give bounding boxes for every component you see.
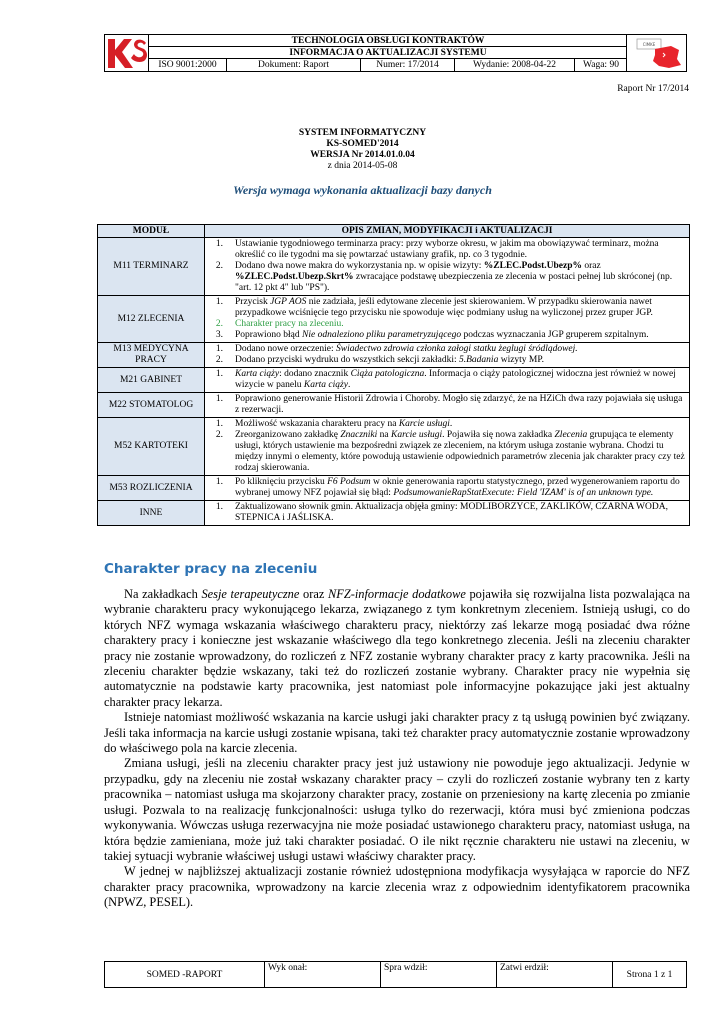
italic-text-run: NFZ-informacje dodatkowe: [327, 587, 466, 601]
table-row: [98, 501, 690, 526]
module-changes: [205, 476, 690, 501]
item-text: [235, 297, 685, 319]
header-document: Dokument: Raport: [227, 59, 361, 72]
item-number: 1.: [215, 297, 223, 307]
table-row: [98, 296, 690, 343]
module-changes: [205, 343, 690, 368]
paragraph: [104, 587, 690, 710]
certificate-map-icon: [627, 35, 687, 72]
item-number: 1.: [215, 239, 223, 249]
table-row: [98, 476, 690, 501]
text-run: . Informacja o ciąży patologicznej widoczna jest również w nowej wizycie w panelu: [235, 369, 676, 390]
italic-text-run: Znaczniki: [340, 430, 378, 440]
item-number: 2.: [215, 430, 223, 440]
text-run: . Pojawiła się nowa zakładka: [442, 430, 555, 440]
footer-document-name: SOMED -RAPORT: [105, 962, 265, 987]
text-run: Dodano dwa nowe makra do wykorzystania np. w opisie wizyty:: [235, 261, 484, 271]
change-item: [207, 394, 685, 416]
text-run: Możliwość wskazania charakteru pracy na: [235, 419, 399, 429]
section-heading: Charakter pracy na zleceniu: [104, 561, 318, 577]
item-text: [235, 355, 685, 366]
text-run: nie zadziała, jeśli edytowane zlecenie jest skierowaniem. W przypadku skierowania nawet przypadkowe wciśnięcie tego przycisku nie spowoduje więc podmiany usług na wyliczonej przez gruper JGP.: [235, 297, 653, 318]
footer-checked-by: Spra wdził:: [381, 962, 497, 987]
change-list: [207, 394, 685, 416]
header-iso: ISO 9001:2000: [149, 59, 227, 72]
item-text: [235, 477, 685, 499]
column-module: MODUŁ: [98, 225, 205, 238]
header-number: Numer: 17/2014: [361, 59, 455, 72]
system-titles: [0, 128, 725, 172]
italic-text-run: Karcie usługi: [391, 430, 443, 440]
module-changes: [205, 238, 690, 296]
text-run: Zreorganizowano zakładkę: [235, 430, 341, 440]
text-run: pojawiła się rozwijalna lista pozwalająca na wybranie charakteru pracy wykonującego lekarza, związanego z tym konkretnym zleceniem. Istnieją usługi, co do których NFZ wymaga wskazania właściwego charakteru pracy, niektórzy zaś lekarze mogą posiadać dwa różne charaktery pracy i konieczne jest wskazanie właściwego dla tego konkretnego zlecenia. Jeśli na zleceniu charakter pracy nie zostanie wprowadzony, do rozliczeń z NFZ zostanie wybrany charakter pracy z karty pracownika. Jeśli na zleceniu charakter będzie wskazany, taki też do rozliczeń zostanie wybrany. Charakter pracy nie wypełnia się automatycznie na podstawie karty pracownika, jest natomiast pole informacyjne pokazujące jaki jest aktualny charakter pracy lekarza.: [104, 587, 690, 709]
company-logo: [105, 35, 149, 72]
change-item: [207, 261, 685, 294]
module-name: M21 GABINET: [98, 368, 205, 393]
module-name: M12 ZLECENIA: [98, 296, 205, 343]
body-text: [104, 587, 690, 911]
italic-text-run: Nie odnaleziono pliku parametryzującego: [302, 330, 462, 340]
text-run: : dodano znacznik: [279, 369, 351, 379]
certification-emblem: [626, 35, 686, 72]
italic-text-run: Karta ciąży: [235, 369, 280, 379]
item-text: [235, 344, 685, 355]
item-number: 1.: [215, 344, 223, 354]
text-run: Po kliknięciu przycisku: [235, 477, 328, 487]
text-run: Charakter pracy na zleceniu.: [235, 319, 344, 329]
change-item: [207, 355, 685, 366]
item-text: [235, 261, 685, 294]
change-item: [207, 330, 685, 341]
italic-text-run: Sesje terapeutyczne: [201, 587, 300, 601]
module-changes: [205, 296, 690, 343]
footer-page-number: Strona 1 z 1: [626, 969, 673, 980]
header-weight: Waga: 90: [583, 60, 619, 70]
text-run: Poprawiono generowanie Historii Zdrowia i Choroby. Mogło się zdarzyć, że na HZiCh dwa razy pojawiała się usługa z rezerwacji.: [235, 394, 683, 415]
module-changes: [205, 501, 690, 526]
changes-table: [97, 224, 690, 526]
module-name: M22 STOMATOLOG: [98, 393, 205, 418]
change-list: [207, 477, 685, 499]
change-item: [207, 419, 685, 430]
product-name: KS-SOMED'2014: [326, 139, 399, 149]
paragraph: [104, 710, 690, 756]
item-text: [235, 419, 685, 430]
module-name: M13 MEDYCYNA PRACY: [98, 343, 205, 368]
change-list: [207, 419, 685, 474]
paragraph: [104, 864, 690, 910]
item-number: 3.: [215, 330, 223, 340]
item-text: [235, 394, 685, 416]
text-run: .: [347, 380, 351, 390]
item-number: 1.: [215, 502, 223, 512]
text-run: grupująca te elementy usługi, których ustawienie ma bezpośredni związek ze zleceniem, na którym usługa zostanie wybrana. Chodzi tu między innymi o elementy, które powodują ustawienie odpowiednich parametrów zlecenia jak charakter pracy czy też rodzaj skierowania.: [235, 430, 685, 473]
module-name: M11 TERMINARZ: [98, 238, 205, 296]
item-number: 2.: [215, 261, 223, 271]
column-description: OPIS ZMIAN, MODYFIKACJI i AKTUALIZACJI: [205, 225, 690, 238]
module-name: M52 KARTOTEKI: [98, 418, 205, 476]
module-changes: [205, 418, 690, 476]
text-run: w oknie generowania raportu statystycznego, przed wygenerowaniem raportu do wybranej umowy NFZ pojawiał się błąd:: [235, 477, 680, 498]
document-footer: [104, 961, 687, 988]
italic-text-run: F6 Podsum: [327, 477, 371, 487]
text-run: na: [377, 430, 392, 440]
module-changes: [205, 393, 690, 418]
text-run: Na zakładkach: [124, 587, 202, 601]
text-run: wizyty MP.: [498, 355, 544, 365]
item-text: [235, 239, 685, 261]
text-run: Przycisk: [235, 297, 271, 307]
item-number: 2.: [215, 319, 223, 329]
report-number: Raport Nr 17/2014: [617, 84, 689, 94]
ks-logo-icon: [105, 35, 149, 72]
item-text: [235, 502, 685, 524]
item-number: 2.: [215, 355, 223, 365]
change-item: [207, 369, 685, 391]
bold-text-run: %ZLEC.Podst.Ubezp%: [483, 261, 582, 271]
change-list: [207, 502, 685, 524]
table-row: [98, 343, 690, 368]
version-number: WERSJA Nr 2014.01.0.04: [310, 150, 415, 160]
emblem-text: CIMKE: [642, 42, 656, 47]
header-issue: Wydanie: 2008-04-22: [455, 59, 575, 72]
module-name: M53 ROZLICZENIA: [98, 476, 205, 501]
change-item: [207, 239, 685, 261]
change-item: [207, 344, 685, 355]
text-run: zwracające podstawę ubezpieczenia ze zlecenia w postaci pełnej lub skróconej (np. "art. 12 pkt 4" lub "PS").: [235, 272, 673, 293]
text-run: Poprawiono błąd: [235, 330, 303, 340]
footer-approved-by: Zatwi erdził:: [497, 962, 613, 987]
table-row: [98, 393, 690, 418]
text-run: W jednej w najbliższej aktualizacji zostanie również udostępniona modyfikacja wysyłająca w raporcie do NFZ charakter pracy pracownika, wprowadzony na karcie zlecenia wraz z odpowiednim identyfikatorem pracownika (NPWZ, PESEL).: [104, 864, 690, 910]
system-name: SYSTEM INFORMATYCZNY: [298, 128, 427, 138]
text-run: oraz: [299, 587, 328, 601]
change-item: [207, 502, 685, 524]
header-title-1: TECHNOLOGIA OBSŁUGI KONTRAKTÓW: [149, 35, 627, 47]
change-list: [207, 297, 685, 341]
italic-text-run: Ciąża patologiczna: [350, 369, 425, 379]
text-run: Istnieje natomiast możliwość wskazania na karcie usługi jaki charakter pracy z tą usługą powinien być związany. Jeśli taka informacja na karcie usługi zostanie wpisana, taki też charakter pracy automatycznie zostanie wprowadzony do właściwego pola na karcie zlecenia.: [104, 710, 690, 756]
item-number: 1.: [215, 477, 223, 487]
table-row: [98, 238, 690, 296]
text-run: Ustawianie tygodniowego terminarza pracy: przy wyborze okresu, w jakim ma obowiązywać terminarz, można określić co ile tygodni ma się powtarzać ustawiany grafik, np. co 3 tygodnie.: [235, 239, 659, 260]
item-number: 1.: [215, 419, 223, 429]
text-run: oraz: [581, 261, 601, 271]
header-title-2: INFORMACJA O AKTUALIZACJI SYSTEMU: [149, 47, 627, 59]
version-date: z dnia 2014-05-08: [327, 161, 398, 171]
italic-text-run: Zlecenia: [554, 430, 588, 440]
italic-text-run: Karcie usługi: [398, 419, 450, 429]
text-run: Dodano przyciski wydruku do wszystkich sekcji zakładki:: [235, 355, 459, 365]
update-warning: Wersja wymaga wykonania aktualizacji bazy danych: [233, 183, 492, 197]
italic-text-run: JGP AOS: [270, 297, 307, 307]
paragraph: [104, 756, 690, 864]
item-number: 1.: [215, 394, 223, 404]
change-item: [207, 477, 685, 499]
italic-text-run: Świadectwo zdrowia członka załogi statku żeglugi śródlądowej.: [336, 344, 578, 354]
change-list: [207, 239, 685, 294]
text-run: podczas wyznaczania JGP gruperem szpitalnym.: [461, 330, 649, 340]
change-item: [207, 430, 685, 474]
table-row: [98, 368, 690, 393]
item-text: [235, 369, 685, 391]
change-list: [207, 344, 685, 366]
text-run: Zaktualizowano słownik gmin. Aktualizacja objęła gminy: MODLIBORZYCE, ZAKLIKÓW, CZARNA WODA, STEPNICA i JAŚLISKA.: [235, 502, 668, 523]
change-list: [207, 369, 685, 391]
module-name: INNE: [98, 501, 205, 526]
table-row: [98, 418, 690, 476]
item-text: [235, 319, 685, 330]
header-meta-row: [149, 59, 627, 72]
text-run: .: [449, 419, 453, 429]
bold-text-run: %ZLEC.Podst.Ubezp.Skrt%: [235, 272, 354, 282]
module-changes: [205, 368, 690, 393]
item-text: [235, 330, 685, 341]
item-text: [235, 430, 685, 474]
footer-prepared-by: Wyk onał:: [265, 962, 381, 987]
document-header: [104, 34, 687, 72]
item-number: 1.: [215, 369, 223, 379]
italic-text-run: Karta ciąży: [303, 380, 348, 390]
text-run: Dodano nowe orzeczenie:: [235, 344, 337, 354]
italic-text-run: PodsumowanieRapStatExecute: Field 'IZAM' is of an unknown type.: [393, 488, 654, 498]
text-run: Zmiana usługi, jeśli na zleceniu charakter pracy jest już ustawiony nie powoduje jego aktualizacji. Jedynie w przypadku, gdy na zleceniu nie został wskazany charakter pracy – czyli do rozliczeń zostanie wybrany ten z karty pracownika – natomiast usługa ma skojarzony charakter pracy, zostanie on przeniesiony na kartę zlecenia po zmianie usługi. Pozwala to na realizację funkcjonalności: usługa tylko do rezerwacji, która musi być zmieniona podczas wykonywania. Wówczas usługa rezerwacyjna nie może posiadać ustawionego charakteru pracy, natomiast usługa, na która będzie zamieniana, może już taki charakter posiadać. O ile nikt ręcznie charakteru nie ustawi na zleceniu, w takiej sytuacji wybranie właściwej usługi ustawi właściwy charakter pracy.: [104, 756, 690, 863]
change-item: [207, 297, 685, 319]
italic-text-run: 5.Badania: [459, 355, 499, 365]
change-item: [207, 319, 685, 330]
